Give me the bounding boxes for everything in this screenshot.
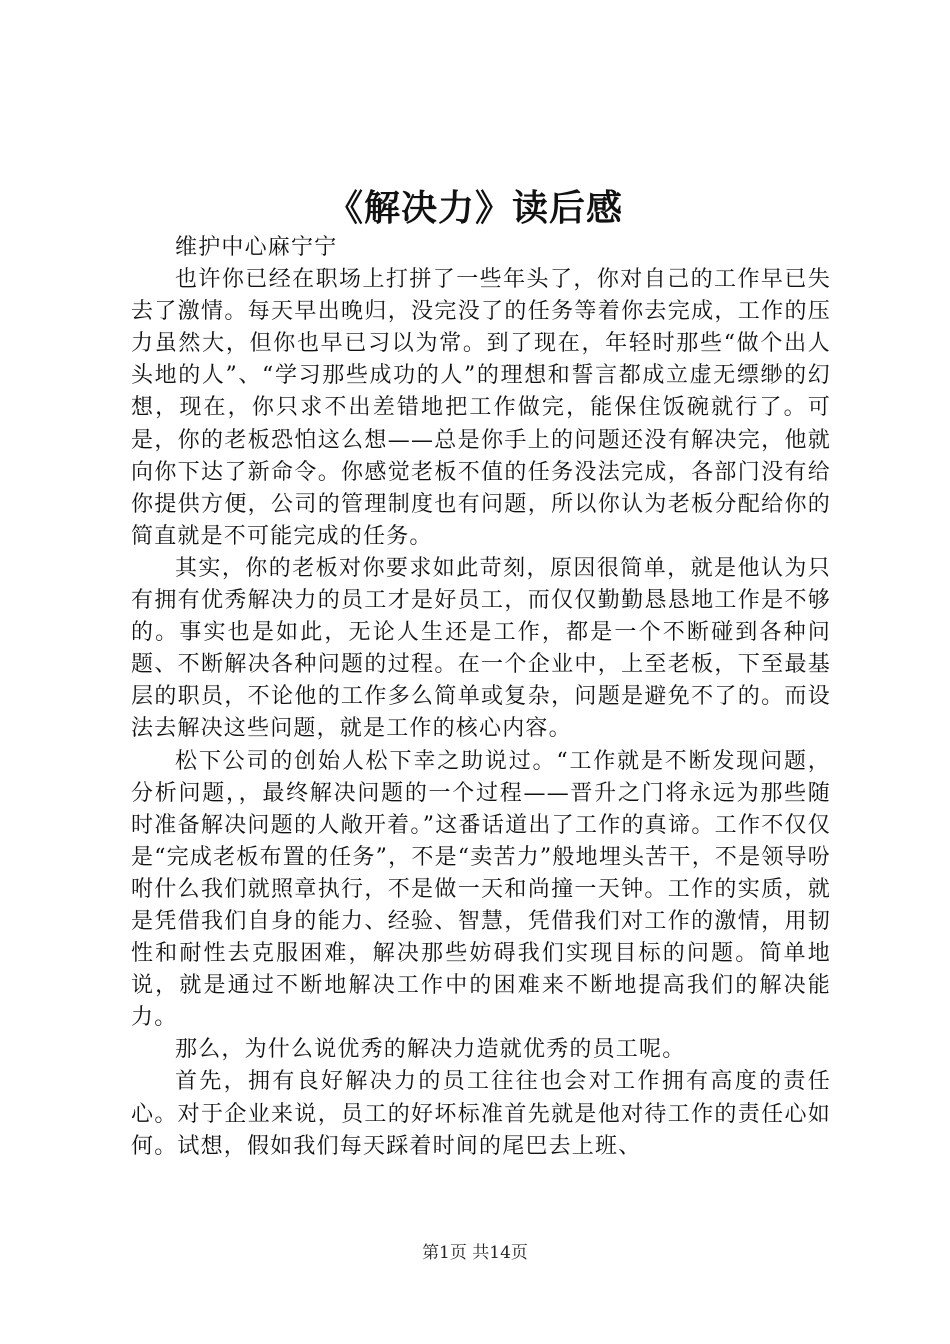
paragraph: 其实，你的老板对你要求如此苛刻，原因很简单，就是他认为只有拥有优秀解决力的员工才是好员工，而仅仅勤勤恳恳地工作是不够的。事实也是如此，无论人生还是工作，都是一个不断碰到各种问题、不断解决各种问题的过程。在一个企业中，上至老板，下至最基层的职员，不论他的工作多么简单或复杂，问题是避免不了的。而设法去解决这些问题，就是工作的核心内容。	[131, 555, 831, 742]
document-body	[131, 232, 831, 1163]
paragraph: 松下公司的创始人松下幸之助说过。“工作就是不断发现问题，分析问题，，最终解决问题的一个过程——晋升之门将永远为那些随时准备解决问题的人敞开着。”这番话道出了工作的真谛。工作不仅仅是“完成老板布置的任务”，不是“卖苦力”般地埋头苦干，不是领导吩咐什么我们就照章执行，不是做一天和尚撞一天钟。工作的实质，就是凭借我们自身的能力、经验、智慧，凭借我们对工作的激情，用韧性和耐性去克服困难，解决那些妨碍我们实现目标的问题。简单地说，就是通过不断地解决工作中的困难来不断地提高我们的解决能力。	[131, 748, 831, 1031]
document-title: 《解决力》读后感	[326, 187, 623, 229]
paragraph: 首先，拥有良好解决力的员工往往也会对工作拥有高度的责任心。对于企业来说，员工的好坏标准首先就是他对待工作的责任心如何。试想，假如我们每天踩着时间的尾巴去上班、	[131, 1069, 831, 1159]
paragraph: 那么，为什么说优秀的解决力造就优秀的员工呢。	[175, 1037, 686, 1063]
page-number-footer: 第1页 共14页	[422, 1243, 528, 1263]
paragraph: 也许你已经在职场上打拼了一些年头了，你对自己的工作早已失去了激情。每天早出晚归，没完没了的任务等着你去完成，工作的压力虽然大，但你也早已习以为常。到了现在，年轻时那些“做个出人头地的人”、“学习那些成功的人”的理想和誓言都成立虚无缥缈的幻想，现在，你只求不出差错地把工作做完，能保住饭碗就行了。可是，你的老板恐怕这么想——总是你手上的问题还没有解决完，他就向你下达了新命令。你感觉老板不值的任务没法完成，各部门没有给你提供方便，公司的管理制度也有问题，所以你认为老板分配给你的简直就是不可能完成的任务。	[131, 267, 831, 549]
author-line: 维护中心麻宁宁	[175, 235, 338, 260]
